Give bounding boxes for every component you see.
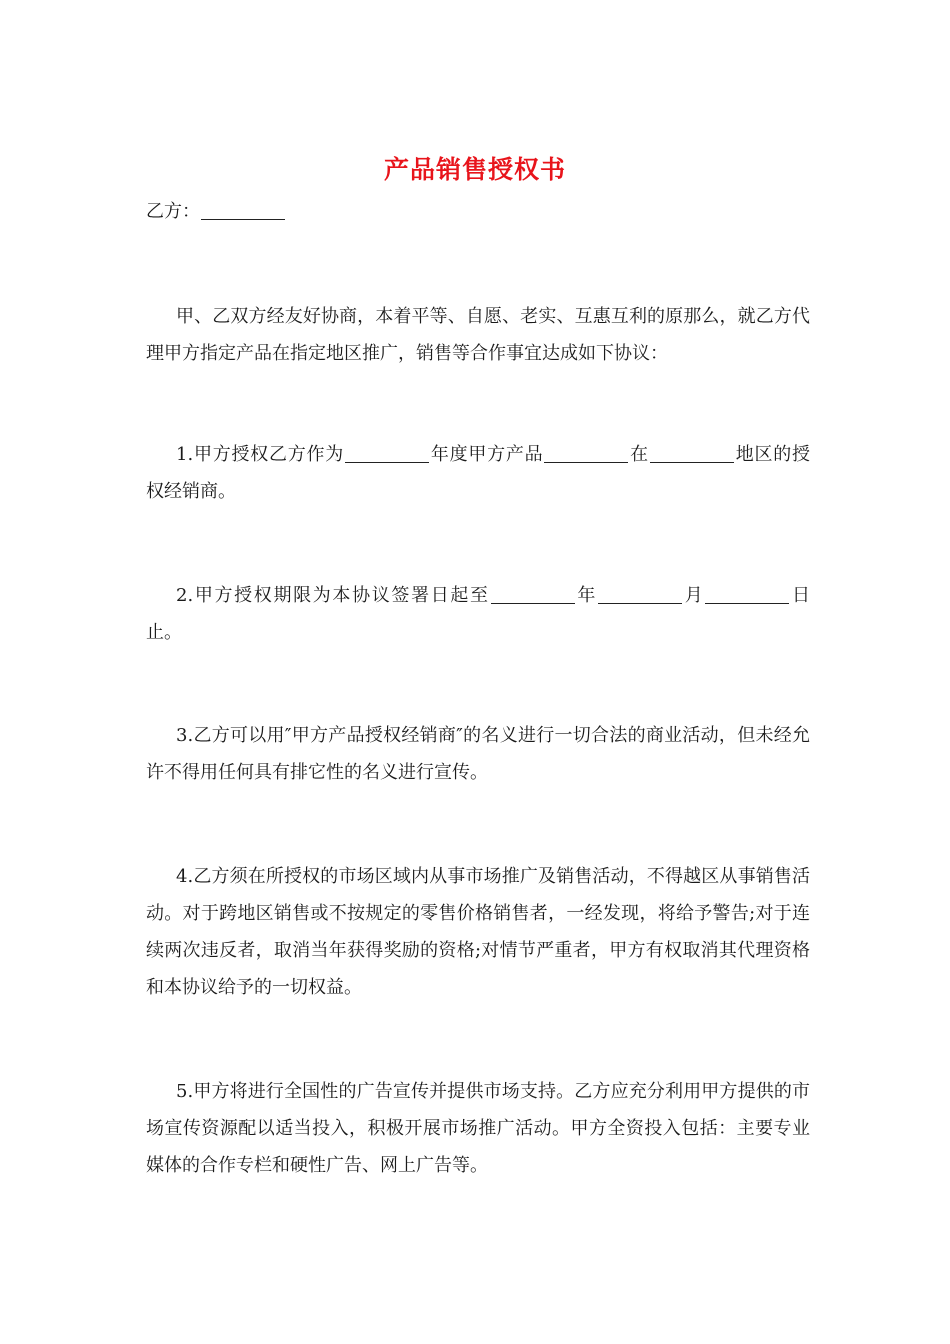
product-blank [544, 442, 628, 463]
clause-1-text-2: 年度甲方产品 [430, 444, 544, 465]
intro-paragraph: 甲、乙双方经友好协商，本着平等、自愿、老实、互惠互利的原那么，就乙方代理甲方指定产品在指定地区推广，销售等合作事宜达成如下协议： [146, 306, 810, 364]
clause-2-text-4: 日止。 [146, 585, 811, 643]
end-year-blank [491, 583, 575, 604]
party-b-line [146, 197, 286, 227]
clause-2-text-3: 月 [683, 585, 705, 606]
clause-4: 4.乙方须在所授权的市场区域内从事市场推广及销售活动，不得越区从事销售活动。对于跨地区销售或不按规定的零售价格销售者，一经发现，将给予警告;对于连续两次违反者，取消当年获得奖励的资格;对情节严重者，甲方有权取消其代理资格和本协议给予的一切权益。 [146, 866, 810, 998]
clause-3: 3.乙方可以用″甲方产品授权经销商″的名义进行一切合法的商业活动，但未经允许不得用任何具有排它性的名义进行宣传。 [146, 725, 810, 783]
party-b-blank [201, 199, 285, 220]
clause-1-text-3: 在 [629, 444, 649, 465]
year-blank [345, 442, 429, 463]
clause-5: 5.甲方将进行全国性的广告宣传并提供市场支持。乙方应充分利用甲方提供的市场宣传资源配以适当投入，积极开展市场推广活动。甲方全资投入包括：主要专业媒体的合作专栏和硬性广告、网上广告等。 [146, 1081, 810, 1176]
end-month-blank [598, 583, 682, 604]
clause-1 [146, 436, 810, 510]
clause-1-text-1: 1.甲方授权乙方作为 [176, 444, 345, 465]
end-day-blank [705, 583, 789, 604]
clause-2-text-2: 年 [575, 585, 598, 606]
document-title: 产品销售授权书 [383, 155, 566, 184]
region-blank [650, 442, 734, 463]
clause-2-text-1: 2.甲方授权期限为本协议签署日起至 [176, 585, 490, 606]
clause-1-text-4: 地区的授权经销商。 [146, 444, 811, 502]
party-b-label: 乙方： [146, 201, 200, 222]
clause-2 [146, 577, 810, 651]
